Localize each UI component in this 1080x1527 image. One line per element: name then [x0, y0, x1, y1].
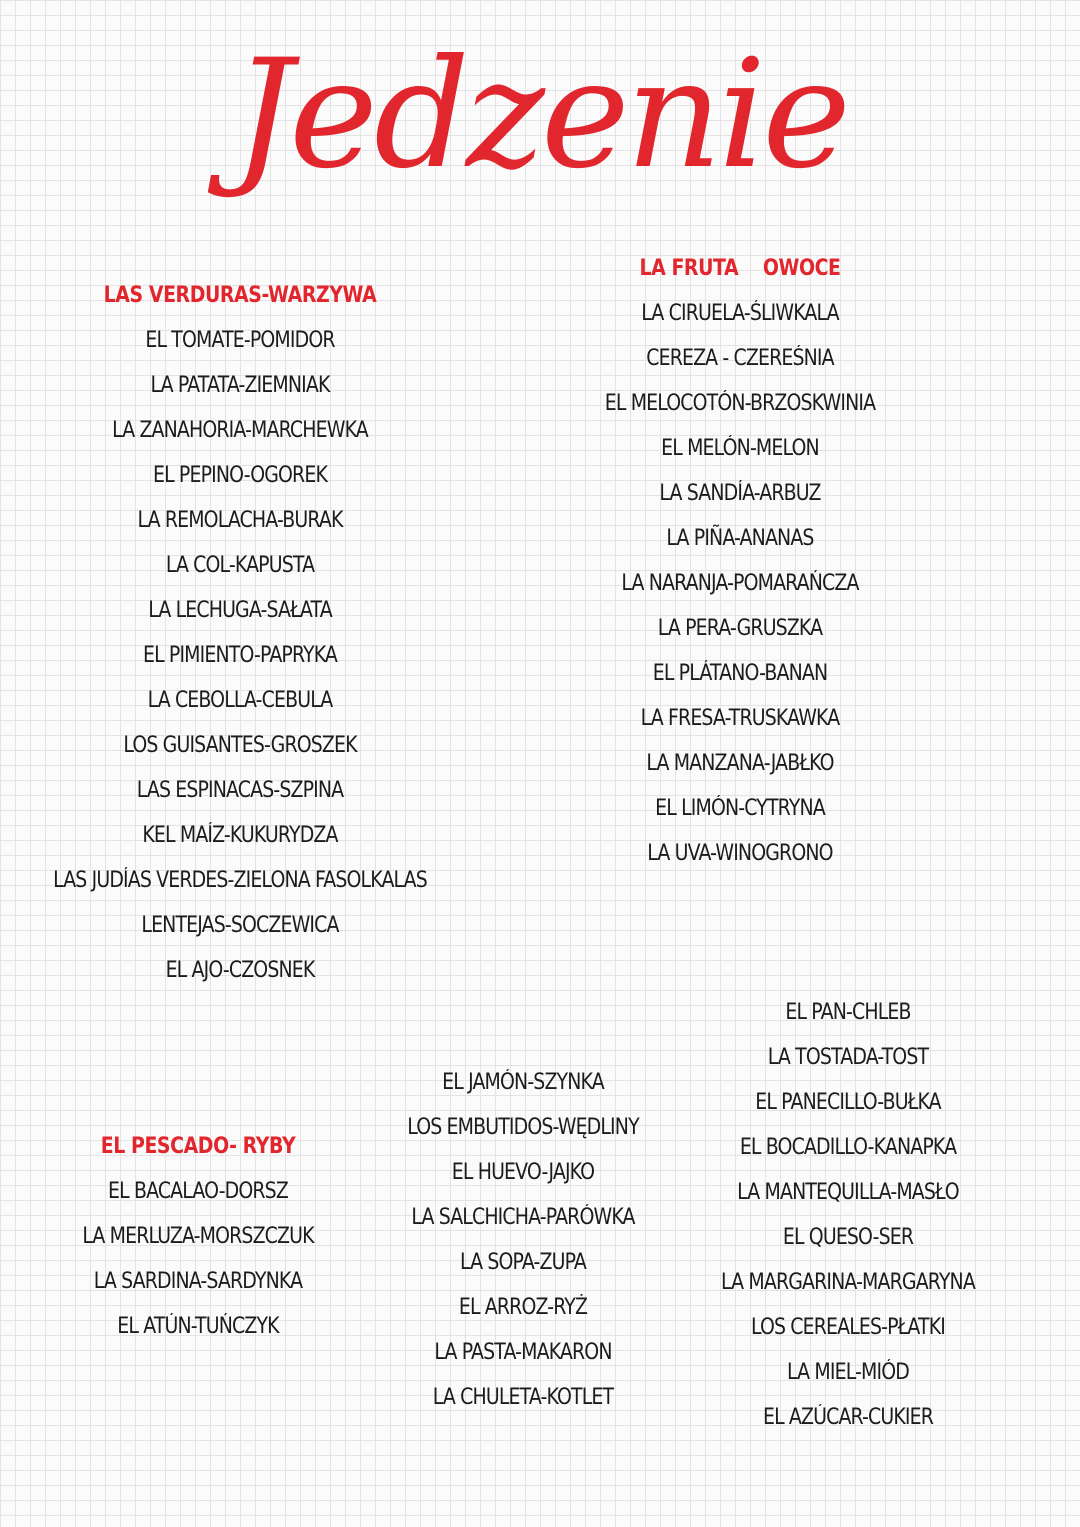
- meat-misc-item: LA SOPA-ZUPA: [459, 1250, 587, 1275]
- vegetable-item: LA LECHUGA-SAŁATA: [148, 598, 332, 623]
- fruit-item: LA CIRUELA-ŚLIWKALA: [641, 301, 839, 326]
- fruit-item: EL MELOCOTÓN-BRZOSKWINIA: [604, 391, 876, 416]
- fish-section: [0, 1124, 396, 1349]
- vegetable-item: LA COL-KAPUSTA: [165, 553, 315, 578]
- bread-dairy-section: [680, 990, 1016, 1440]
- fish-item: EL BACALAO-DORSZ: [108, 1179, 288, 1204]
- meat-misc-item: LA SALCHICHA-PARÓWKA: [411, 1205, 635, 1230]
- vegetable-item: LA CEBOLLA-CEBULA: [147, 688, 333, 713]
- meat-misc-section: [350, 1060, 696, 1420]
- fruit-item: EL LIMÓN-CYTRYNA: [655, 796, 825, 821]
- bread-dairy-item: LA MANTEQUILLA-MASŁO: [737, 1180, 959, 1205]
- page-title: Jedzenie: [232, 28, 848, 202]
- fruit-item: LA SANDÍA-ARBUZ: [659, 481, 821, 506]
- vegetable-item: LA PATATA-ZIEMNIAK: [150, 373, 330, 398]
- vegetable-item: LA REMOLACHA-BURAK: [137, 508, 343, 533]
- bread-dairy-item: EL PAN-CHLEB: [785, 1000, 911, 1025]
- bread-dairy-item: EL QUESO-SER: [782, 1225, 914, 1250]
- fish-heading: EL PESCADO- RYBY: [100, 1134, 296, 1159]
- bread-dairy-item: LA TOSTADA-TOST: [767, 1045, 929, 1070]
- vegetable-item: EL AJO-CZOSNEK: [165, 958, 315, 983]
- fruit-item: LA NARANJA-POMARAŃCZA: [621, 571, 859, 596]
- meat-misc-item: EL JAMÓN-SZYNKA: [442, 1070, 604, 1095]
- fruit-section: [510, 246, 970, 876]
- vegetable-item: LAS ESPINACAS-SZPINA: [136, 778, 344, 803]
- fruit-item: LA MANZANA-JABŁKO: [646, 751, 834, 776]
- vegetable-item: EL PEPINO-OGOREK: [153, 463, 327, 488]
- vegetable-item: LENTEJAS-SOCZEWICA: [141, 913, 339, 938]
- bread-dairy-item: LA MARGARINA-MARGARYNA: [721, 1270, 975, 1295]
- vegetable-item: EL PIMIENTO-PAPRYKA: [142, 643, 338, 668]
- bread-dairy-item: LA MIEL-MIÓD: [787, 1360, 909, 1385]
- fish-item: LA MERLUZA-MORSZCZUK: [82, 1224, 314, 1249]
- vegetables-section: [10, 273, 470, 993]
- vegetables-heading: LAS VERDURAS-WARZYWA: [103, 283, 377, 308]
- bread-dairy-item: EL AZÚCAR-CUKIER: [762, 1405, 934, 1430]
- bread-dairy-item: LOS CEREALES-PŁATKI: [750, 1315, 946, 1340]
- vegetable-item: EL TOMATE-POMIDOR: [145, 328, 335, 353]
- vegetable-item: LAS JUDÍAS VERDES-ZIELONA FASOLKALAS: [53, 868, 427, 893]
- fruit-item: LA PIÑA-ANANAS: [666, 526, 814, 551]
- fruit-item: EL MELÓN-MELON: [661, 436, 819, 461]
- vegetable-item: KEL MAÍZ-KUKURYDZA: [142, 823, 338, 848]
- meat-misc-item: EL ARROZ-RYŻ: [458, 1295, 588, 1320]
- fruit-heading: LA FRUTA OWOCE: [639, 256, 841, 281]
- fish-item: EL ATÚN-TUŃCZYK: [117, 1314, 279, 1339]
- bread-dairy-item: EL PANECILLO-BUŁKA: [755, 1090, 941, 1115]
- vegetable-item: LA ZANAHORIA-MARCHEWKA: [112, 418, 368, 443]
- fruit-item: LA FRESA-TRUSKAWKA: [640, 706, 840, 731]
- meat-misc-item: EL HUEVO-JAJKO: [451, 1160, 595, 1185]
- bread-dairy-item: EL BOCADILLO-KANAPKA: [739, 1135, 957, 1160]
- meat-misc-item: LA PASTA-MAKARON: [434, 1340, 612, 1365]
- fruit-item: LA PERA-GRUSZKA: [657, 616, 823, 641]
- meat-misc-item: LA CHULETA-KOTLET: [432, 1385, 614, 1410]
- meat-misc-item: LOS EMBUTIDOS-WĘDLINY: [407, 1115, 639, 1140]
- vegetable-item: LOS GUISANTES-GROSZEK: [123, 733, 357, 758]
- fruit-item: LA UVA-WINOGRONO: [647, 841, 833, 866]
- fruit-item: EL PLÁTANO-BANAN: [652, 661, 828, 686]
- fish-item: LA SARDINA-SARDYNKA: [93, 1269, 303, 1294]
- fruit-item: CEREZA - CZEREŚNIA: [646, 346, 834, 371]
